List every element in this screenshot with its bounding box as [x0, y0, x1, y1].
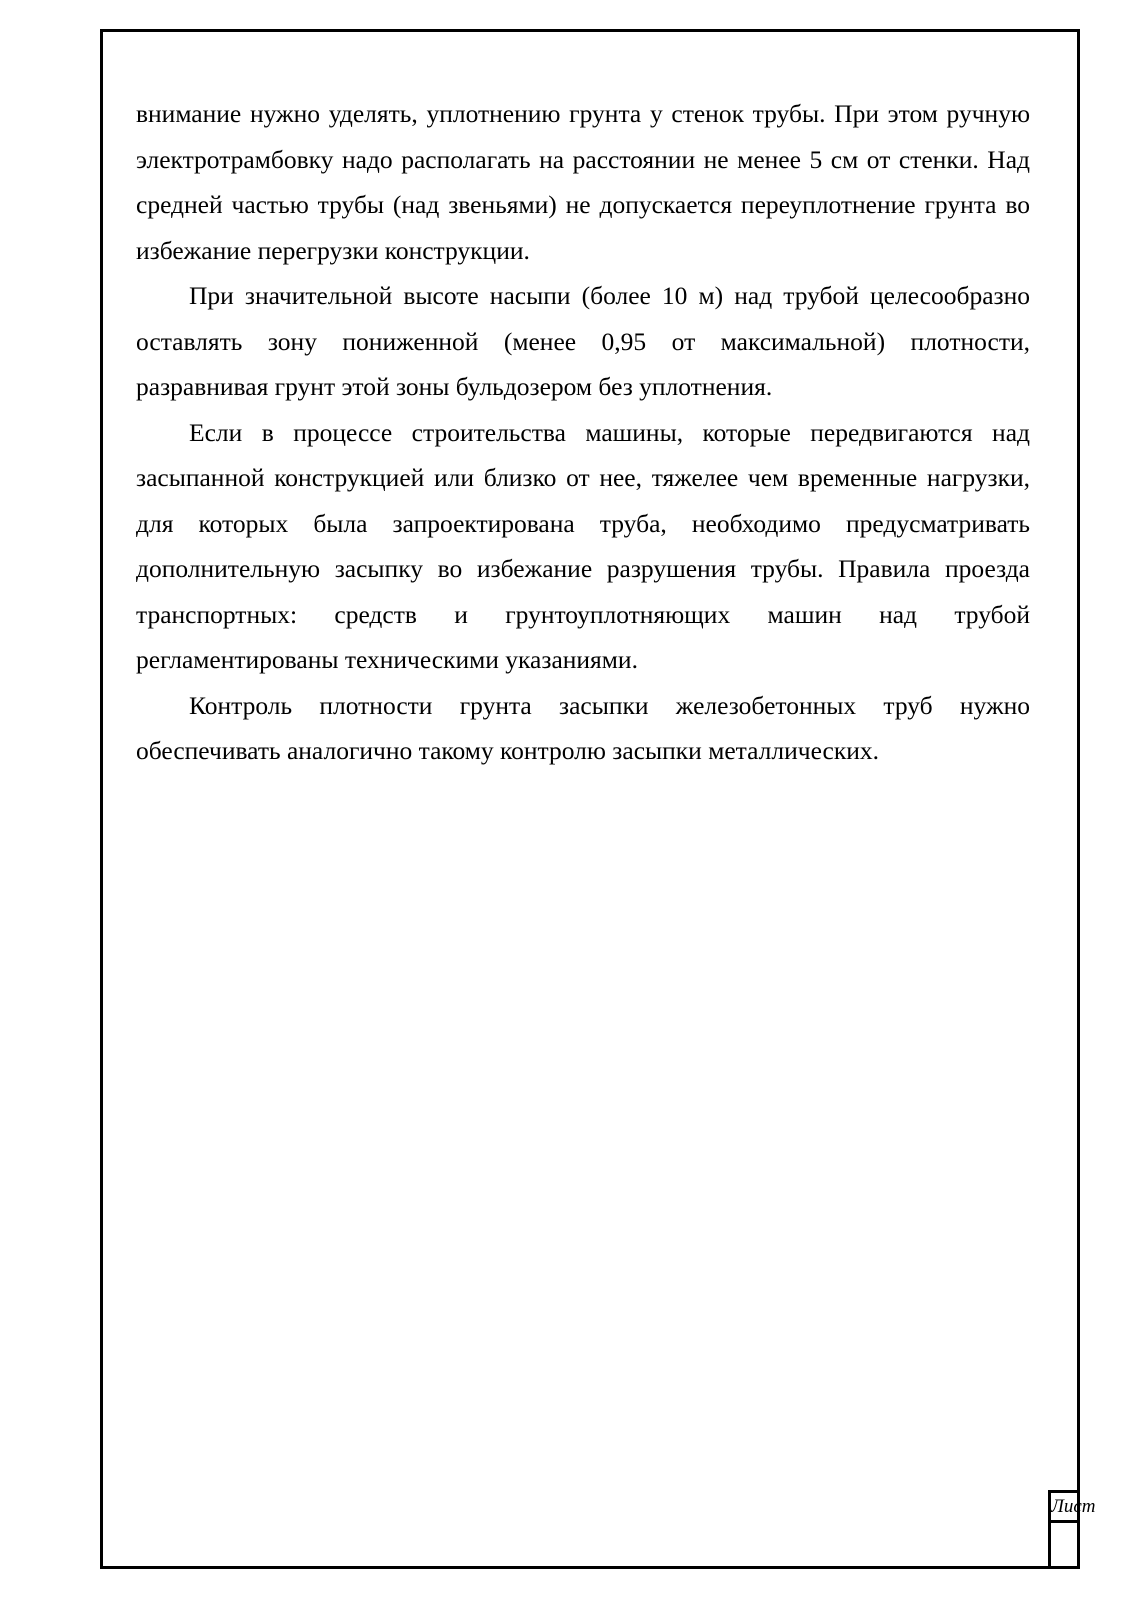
sheet-label: Лист [1051, 1496, 1096, 1517]
sheet-label-cell [1051, 1493, 1096, 1523]
document-body [136, 91, 1030, 774]
paragraph-4: Контроль плотности грунта засыпки железобетонных труб нужно обеспечивать аналогично такому контролю засыпки металлических. [136, 690, 1030, 765]
sheet-stamp [1048, 1490, 1096, 1569]
paragraph-1: внимание нужно уделять, уплотнению грунта у стенок трубы. При этом ручную электротрамбовку надо располагать на расстоянии не менее 5 см от стенки. Над средней частью трубы (над звеньями) не допускается переуплотнение грунта во избежание перегрузки конструкции. [136, 99, 1030, 265]
sheet-number-cell [1051, 1523, 1080, 1569]
paragraph-3: Если в процессе строительства машины, которые передвигаются над засыпанной конструкцией или близко от нее, тяжелее чем временные нагрузки, для которых была запроектирована труба, необходимо предусматривать дополнительную засыпку во избежание разрушения трубы. Правила проезда транспортных: средств и грунтоуплотняющих машин над трубой регламентированы техническими указаниями. [136, 417, 1030, 674]
paragraph-2: При значительной высоте насыпи (более 10 м) над трубой целесообразно оставлять зону пониженной (менее 0,95 от максимальной) плотности, разравнивая грунт этой зоны бульдозером без уплотнения. [136, 281, 1030, 401]
